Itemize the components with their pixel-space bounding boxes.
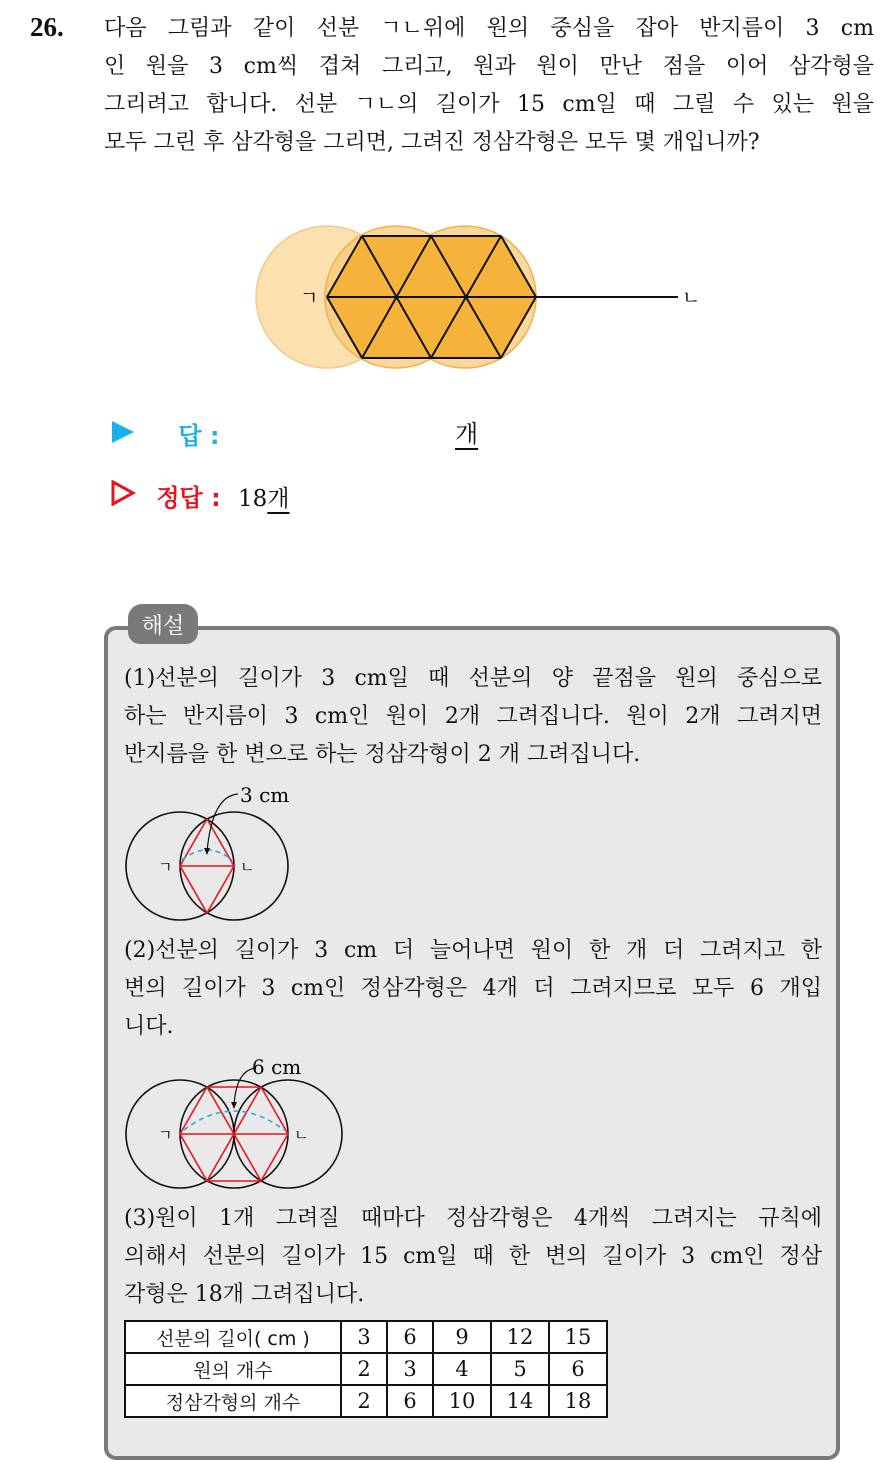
table-cell: 2 — [341, 1385, 387, 1417]
correct-value: 18 — [238, 486, 268, 512]
overlapping-circles-figure — [250, 222, 710, 372]
row-header: 정삼각형의 개수 — [125, 1385, 341, 1417]
table-cell: 2 — [341, 1353, 387, 1385]
label-start: ㄱ — [158, 1126, 173, 1144]
table-row — [125, 1321, 607, 1353]
answer-unit: 개 — [455, 420, 479, 448]
correct-label: 정답 : — [156, 484, 221, 512]
question-line: 그리려고 합니다. 선분 ㄱㄴ의 길이가 15 cm일 때 그릴 수 있는 원을 — [104, 92, 874, 117]
label-end: ㄴ — [294, 1126, 309, 1144]
explanation-paragraph-1 — [124, 660, 822, 774]
explanation-paragraph-3 — [124, 1200, 822, 1314]
explanation-line: 반지름을 한 변으로 하는 정삼각형이 2 개 그려집니다. — [124, 742, 641, 767]
table-cell: 6 — [387, 1321, 433, 1353]
explanation-line: 하는 반지름이 3 cm인 원이 2개 그려집니다. 원이 2개 그려지면 — [124, 704, 822, 729]
table-cell: 6 — [387, 1385, 433, 1417]
length-label: 3 cm — [240, 783, 290, 807]
three-circle-figure — [120, 1052, 350, 1198]
question-number: 26. — [30, 12, 64, 42]
table-cell: 12 — [491, 1321, 549, 1353]
label-end: ㄴ — [682, 287, 701, 309]
question-text — [104, 10, 874, 162]
explanation-paragraph-2 — [124, 932, 822, 1046]
table-cell: 6 — [549, 1353, 607, 1385]
table-cell: 5 — [491, 1353, 549, 1385]
table-cell: 4 — [433, 1353, 491, 1385]
question-line: 모두 그린 후 삼각형을 그리면, 그려진 정삼각형은 모두 몇 개입니까? — [104, 130, 760, 155]
correct-answer-value — [238, 480, 290, 513]
data-table — [124, 1320, 608, 1418]
answer-label: 답 : — [178, 422, 220, 450]
outline-arrow-icon — [110, 480, 140, 512]
label-start: ㄱ — [300, 287, 319, 309]
row-header: 원의 개수 — [125, 1353, 341, 1385]
play-arrow-icon — [110, 420, 140, 450]
question-line: 인 원을 3 cm씩 겹쳐 그리고, 원과 원이 만난 점을 이어 삼각형을 — [104, 54, 874, 79]
explanation-line: (2)선분의 길이가 3 cm 더 늘어나면 원이 한 개 더 그려지고 한 — [124, 938, 822, 963]
label-start: ㄱ — [158, 858, 173, 876]
explanation-line: 니다. — [124, 1014, 174, 1039]
table-row — [125, 1385, 607, 1417]
label-end: ㄴ — [240, 858, 255, 876]
table-cell: 3 — [387, 1353, 433, 1385]
table-cell: 15 — [549, 1321, 607, 1353]
explanation-line: 변의 길이가 3 cm인 정삼각형은 4개 더 그려지므로 모두 6 개입 — [124, 976, 822, 1001]
table-row — [125, 1353, 607, 1385]
question-line: 다음 그림과 같이 선분 ㄱㄴ위에 원의 중심을 잡아 반지름이 3 cm — [104, 16, 874, 41]
explanation-line: (3)원이 1개 그려질 때마다 정삼각형은 4개씩 그려지는 규칙에 — [124, 1206, 822, 1231]
table-cell: 3 — [341, 1321, 387, 1353]
row-header: 선분의 길이( cm ) — [125, 1321, 341, 1353]
answer-row — [110, 416, 220, 451]
table-cell: 9 — [433, 1321, 491, 1353]
explanation-tab: 해설 — [128, 604, 198, 644]
explanation-line: 의해서 선분의 길이가 15 cm일 때 한 변의 길이가 3 cm인 정삼 — [124, 1244, 822, 1269]
correct-answer-row — [110, 478, 221, 513]
two-circle-figure — [120, 780, 300, 926]
table-cell: 10 — [433, 1385, 491, 1417]
table-cell: 18 — [549, 1385, 607, 1417]
explanation-line: 각형은 18개 그려집니다. — [124, 1282, 365, 1307]
correct-unit: 개 — [267, 486, 290, 512]
length-label: 6 cm — [252, 1055, 302, 1079]
table-cell: 14 — [491, 1385, 549, 1417]
explanation-line: (1)선분의 길이가 3 cm일 때 선분의 양 끝점을 원의 중심으로 — [124, 666, 822, 691]
